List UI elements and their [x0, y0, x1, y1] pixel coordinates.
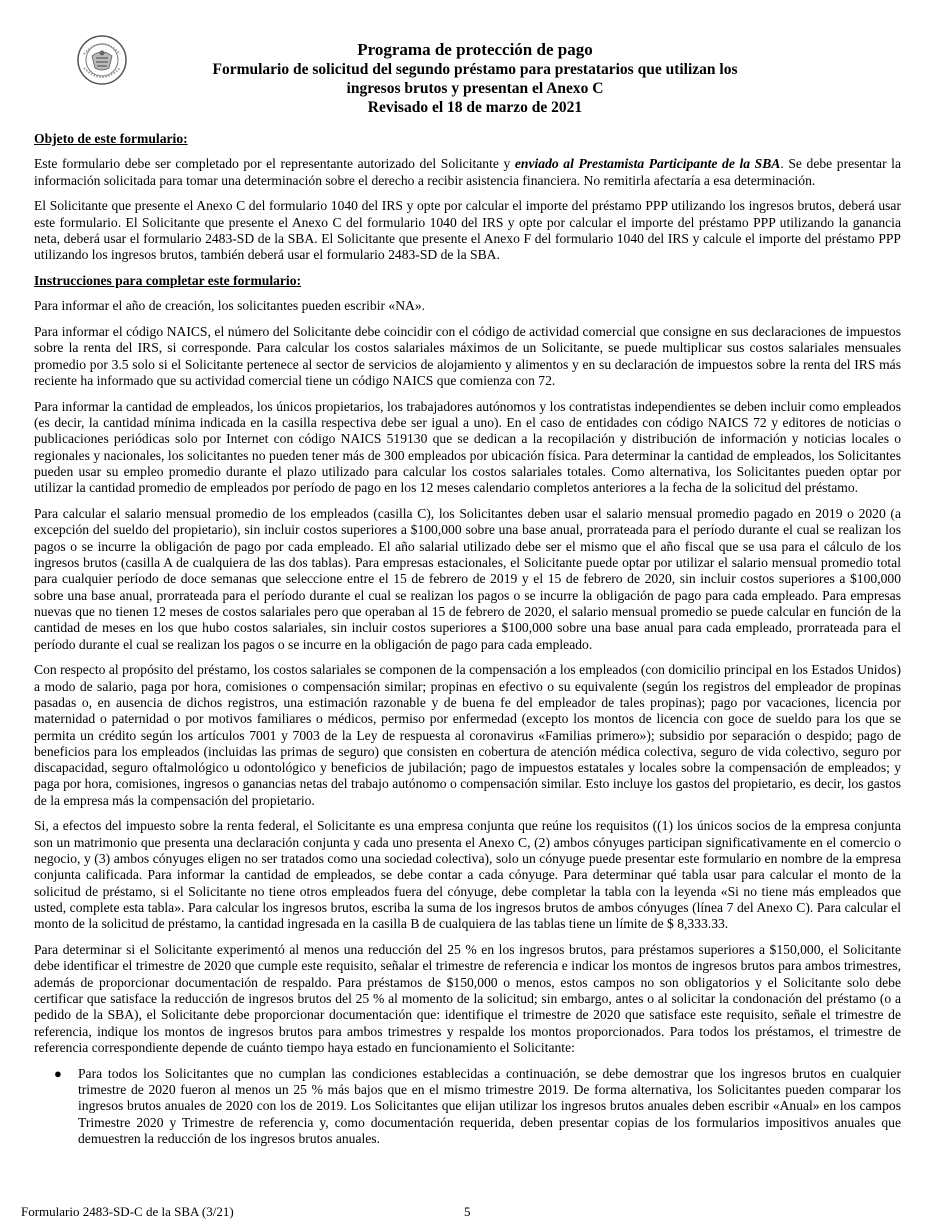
- instructions-paragraph-1: Para informar el año de creación, los solicitantes pueden escribir «NA».: [34, 298, 426, 314]
- instructions-paragraph-5: Con respecto al propósito del préstamo, los costos salariales se componen de la compensación a los empleados (con domicilio principal en los Estados Unidos) a modo de salario, paga por hora, comisiones o compensación similar; propinas en efectivo o su equivalente (según los registros del empleador de propinas pasadas o, en ausencia de dichos registros, una estimación razonable y de buena fe del empleador de tales propinas); pago por vacaciones, licencia por maternidad o paternidad o por motivos familiares o médicos, permiso por enfermedad (excepto los montos de licencia con goce de sueldo para los que se permita un crédito según los artículos 7001 y 7003 de la Ley de respuesta al coronavirus «Familias primero»); subsidio por separación o despido; pago de beneficios para los empleados (incluidas las primas de seguro) que consisten en cobertura de atención médica colectiva, seguro de vida colectivo, seguro por discapacidad, seguro oftalmológico u odontológico y beneficios de jubilación; pago de impuestos estatales y locales sobre la compensación de empleados; y paga por hora, comisiones, ingresos o ganancias netas del trabajo autónomo o compensación similar. Esto incluye los gastos del propietario, es decir, los gastos de la empresa más la compensación del propietario.: [34, 662, 901, 808]
- instructions-paragraph-3: Para informar la cantidad de empleados, los únicos propietarios, los trabajadores autónomos y los contratistas independientes se deben incluir como empleados (es decir, la cantidad mínima indicada en la casilla respectiva debe ser igual a uno). En el caso de entidades con código NAICS 72 y editores de noticias o publicaciones periódicas solo por Internet con código NAICS 519130 que se dedican a la recopilación y distribución de información y noticias locales o regionales y nacionales, los solicitantes no pueden tener más de 300 empleados por ubicación física. Para determinar la cantidad de empleados, los Solicitantes pueden usar su empleo promedio durante el plazo utilizado para calcular los costos salariales totales. Como alternativa, los Solicitantes pueden optar por utilizar la cantidad promedio de empleados por período de pago en los 12 meses calendario completos anteriores a la fecha de la solicitud del préstamo.: [34, 398, 901, 496]
- purpose-paragraph-2: El Solicitante que presente el Anexo C del formulario 1040 del IRS y opte por calcular el importe del préstamo PPP utilizando los ingresos brutos, deberá usar este formulario. El Solicitante que presente el Anexo C del formulario 1040 del IRS y opte por calcular el importe del préstamo PPP utilizando la ganancia neta, deberá usar el formulario 2483-SD de la SBA. El Solicitante que presente el Anexo F del formulario 1040 del IRS y calcule el importe del préstamo PPP utilizando los ingresos brutos, también deberá usar el formulario 2483-SD de la SBA.: [34, 198, 901, 263]
- instructions-paragraph-2: Para informar el código NAICS, el número del Solicitante debe coincidir con el código de actividad comercial que consigne en sus declaraciones de impuestos sobre la renta del IRS, si corresponde. Para calcular los costos salariales máximos de un Solicitante, se puede multiplicar sus costos salariales mensuales promedio por 3.5 solo si el Solicitante pertenece al sector de servicios de alojamiento y alimentos y en su declaración de impuestos sobre la renta del IRS más reciente ha informado que su actividad comercial tiene un código NAICS que comienza con 72.: [34, 324, 901, 389]
- instructions-paragraph-7: Para determinar si el Solicitante experimentó al menos una reducción del 25 % en los ingresos brutos, para préstamos superiores a $150,000, el Solicitante debe identificar el trimestre de 2020 que cumple este requisito, señalar el trimestre de referencia e indicar los montos de ingresos brutos para ambos trimestres, además de proporcionar documentación de respaldo. Para préstamos de $150,000 o menos, estos campos no son obligatorios y el Solicitante solo debe certificar que satisface la reducción de ingresos brutos del 25 % al momento de la solicitud; sin embargo, antes o al solicitar la condonación del préstamo (o a pedido de la SBA), el Solicitante debe proporcionar documentación que: identifique el trimestre de 2020 que satisface este requisito, señale el trimestre de referencia, indique los montos de ingresos brutos para ambos trimestres y respalde los montos proporcionados. Para todos los préstamos, el trimestre de referencia correspondiente depende de cuánto tiempo haya estado en funcionamiento el Solicitante:: [34, 942, 901, 1055]
- purpose-p1-text-a: Este formulario debe ser completado por el representante autorizado del Solicitante y: [34, 156, 515, 172]
- program-title: Programa de protección de pago: [357, 40, 593, 59]
- form-subtitle-line1: Formulario de solicitud del segundo préstamo para prestatarios que utilizan los: [212, 61, 738, 78]
- instructions-paragraph-4: Para calcular el salario mensual promedio de los empleados (casilla C), los Solicitantes deben usar el salario mensual promedio pagado en 2019 o 2020 (a excepción del sueldo del propietario), sin incluir costos superiores a $100,000 sobre una base anual, prorrateada para el período durante el cual se realizan los pagos o se incurre la obligación de pago por cada empleado. El año salarial utilizado debe ser el mismo que el año fiscal que se usa para el cálculo de los ingresos brutos (casilla A de cualquiera de las dos tablas). Para empresas estacionales, el Solicitante puede optar por utilizar el salario mensual promedio total para cualquier período de doce semanas que seleccione entre el 15 de febrero de 2019 y el 15 de febrero de 2020, sin incluir costos superiores a $100,000 sobre una base anual, prorrateada para el período durante el cual se realizan los pagos o se incurre la obligación de pago para cada empleado. Para empresas nuevas que no tienen 12 meses de costos salariales pero que operaban al 15 de febrero de 2020, el salario mensual promedio se puede calcular en función de la cantidad de meses en los que hubo costos salariales, sin incluir costos superiores a $100,000 sobre una base anual para cada empleado, prorrateada para el período durante el cual se realizan los pagos o se incurre en la obligación de pago para cada empleado.: [34, 506, 901, 652]
- form-body: [34, 131, 901, 1147]
- form-subtitle-line2: ingresos brutos y presentan el Anexo C: [346, 80, 604, 97]
- bullet-text: Para todos los Solicitantes que no cumplan las condiciones establecidas a continuación, se debe demostrar que los ingresos brutos en cualquier trimestre de 2020 fueron al menos un 25 % más bajos que en el mismo trimestre 2019. De forma alternativa, los Solicitantes pueden comparar los ingresos brutos anuales de 2020 con los de 2019. Los Solicitantes que elijan utilizar los ingresos brutos anuales deben escribir «Anual» en los campos Trimestre 2020 y Trimestre de referencia y, como documentación requerida, deben presentar copias de los formularios impositivos anuales que demuestren la reducción de los ingresos brutos anuales.: [78, 1065, 901, 1146]
- footer-form-id: Formulario 2483-SD-C de la SBA (3/21): [21, 1204, 234, 1219]
- bullet-icon: ●: [54, 1065, 62, 1081]
- form-header: [150, 40, 800, 117]
- list-item: [34, 1066, 901, 1147]
- instructions-heading: Instrucciones para completar este formulario:: [34, 273, 302, 289]
- purpose-heading: Objeto de este formulario:: [34, 131, 188, 146]
- footer-page-number: 5: [464, 1204, 471, 1219]
- purpose-p1-text-b: . Se debe presentar la información solicitada para tomar una determinación sobre el derecho a recibir asistencia financiera. No remitirla afectaría a esa determinación.: [34, 156, 901, 188]
- sba-seal-logo: [76, 34, 128, 86]
- instructions-paragraph-6: Si, a efectos del impuesto sobre la renta federal, el Solicitante es una empresa conjunta que reúne los requisitos ((1) los únicos socios de la empresa conjunta son un matrimonio que presenta una declaración conjunta y cada uno presenta el Anexo C, (2) ambos cónyuges participan significativamente en el comercio o negocio, y (3) ambos cónyuges eligen no ser tratados como una sociedad colectiva), solo un cónyuge puede presentar este formulario en nombre de la empresa conjunta calificada. Para informar la cantidad de empleados, se debe contar a cada cónyuge. Para determinar qué tabla usar para calcular el monto de la solicitud de préstamo, si el Solicitante no tiene otros empleados fuera del cónyuge, debe completar la tabla con la leyenda «Si no tiene más empleados que usted, complete esta tabla». Para calcular los ingresos brutos, escriba la suma de los ingresos brutos de ambos cónyuges (línea 7 del Anexo C). Para calcular el monto de la solicitud de préstamo, la cantidad ingresada en la casilla B de cualquiera de las tablas tiene un límite de $ 8,333.33.: [34, 818, 901, 932]
- sba-seal-icon: [76, 34, 128, 86]
- purpose-p1-emphasis: enviado al Prestamista Participante de la SBA: [514, 156, 781, 172]
- purpose-paragraph-1: [34, 156, 901, 189]
- revision-date: Revisado el 18 de marzo de 2021: [367, 99, 583, 116]
